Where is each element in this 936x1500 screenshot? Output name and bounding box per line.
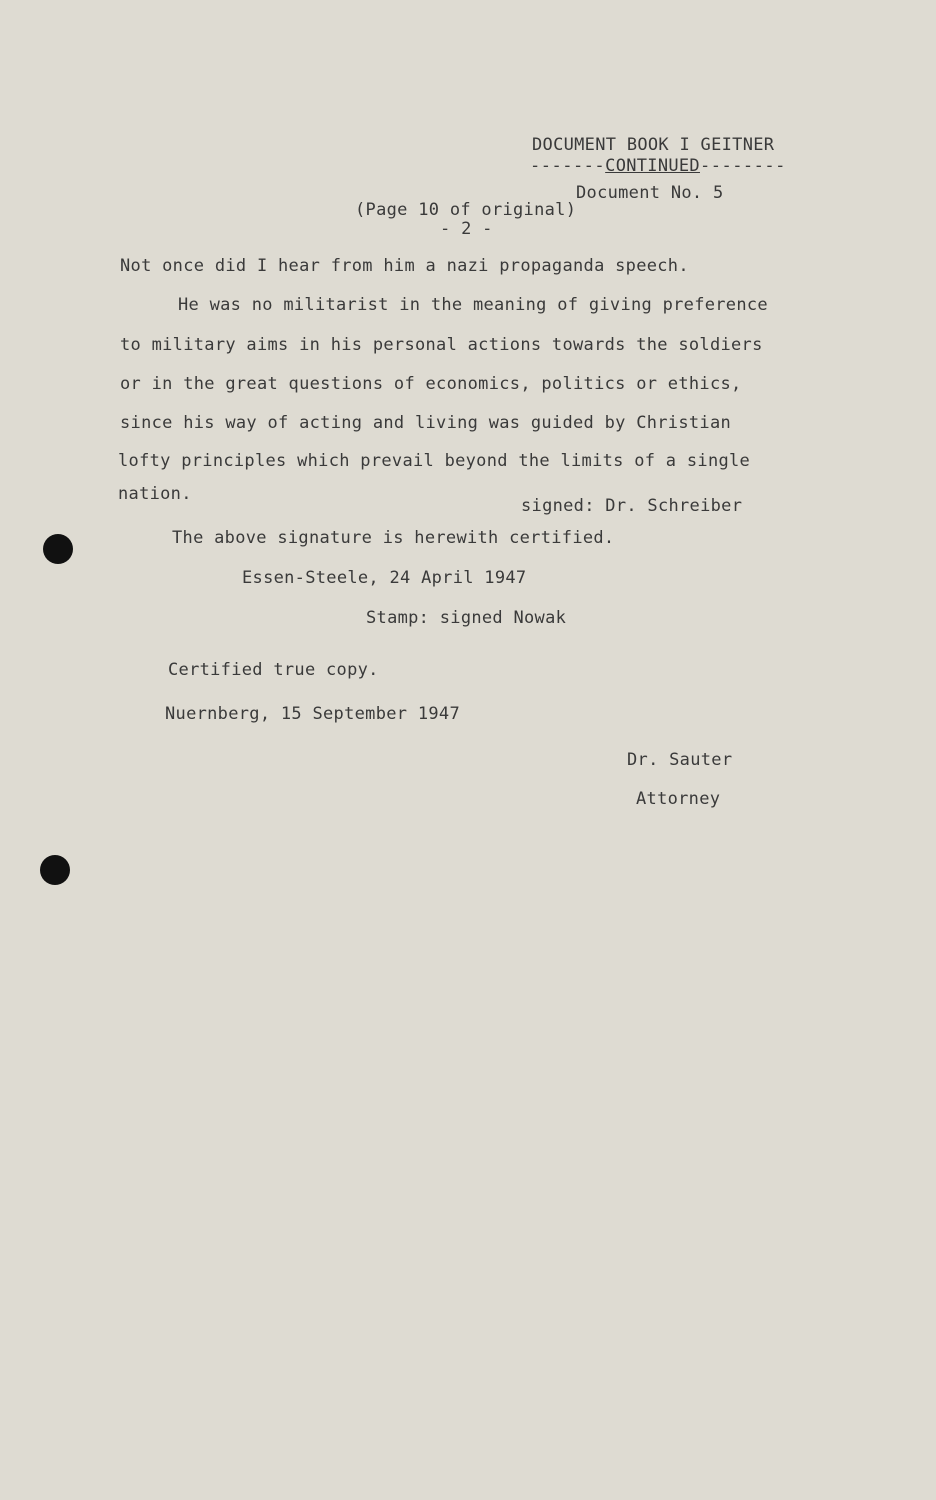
page-reference: (Page 10 of original) — [355, 200, 577, 220]
continued-label: CONTINUED — [605, 156, 700, 176]
body-para-line-6: nation. — [118, 484, 192, 504]
body-para-line-3: or in the great questions of economics, politics or ethics, — [120, 374, 742, 394]
stamp-line: Stamp: signed Nowak — [366, 608, 567, 628]
certification-place-date: Essen-Steele, 24 April 1947 — [242, 568, 527, 588]
punch-hole-bottom — [40, 855, 70, 885]
continued-line — [530, 156, 786, 176]
attorney-title: Attorney — [636, 789, 721, 809]
body-para-line-1: He was no militarist in the meaning of giving preference — [178, 295, 768, 315]
body-para-line-2: to military aims in his personal actions towards the soldiers — [120, 335, 763, 355]
punch-hole-top — [43, 534, 73, 564]
certified-true-copy: Certified true copy. — [168, 660, 379, 680]
dashes-right: -------- — [699, 156, 786, 176]
page-number: - 2 - — [440, 219, 493, 239]
doc-book-title: DOCUMENT BOOK I GEITNER — [532, 135, 775, 155]
signed-schreiber: signed: Dr. Schreiber — [521, 496, 743, 516]
body-para-line-4: since his way of acting and living was guided by Christian — [120, 413, 732, 433]
attorney-name: Dr. Sauter — [627, 750, 733, 770]
certification-line: The above signature is herewith certified. — [172, 528, 615, 548]
document-number: Document No. 5 — [576, 183, 724, 203]
body-line-1: Not once did I hear from him a nazi propaganda speech. — [120, 256, 689, 276]
body-para-line-5: lofty principles which prevail beyond the limits of a single — [118, 451, 751, 471]
copy-place-date: Nuernberg, 15 September 1947 — [165, 704, 460, 724]
dashes-left: ------- — [530, 156, 606, 176]
